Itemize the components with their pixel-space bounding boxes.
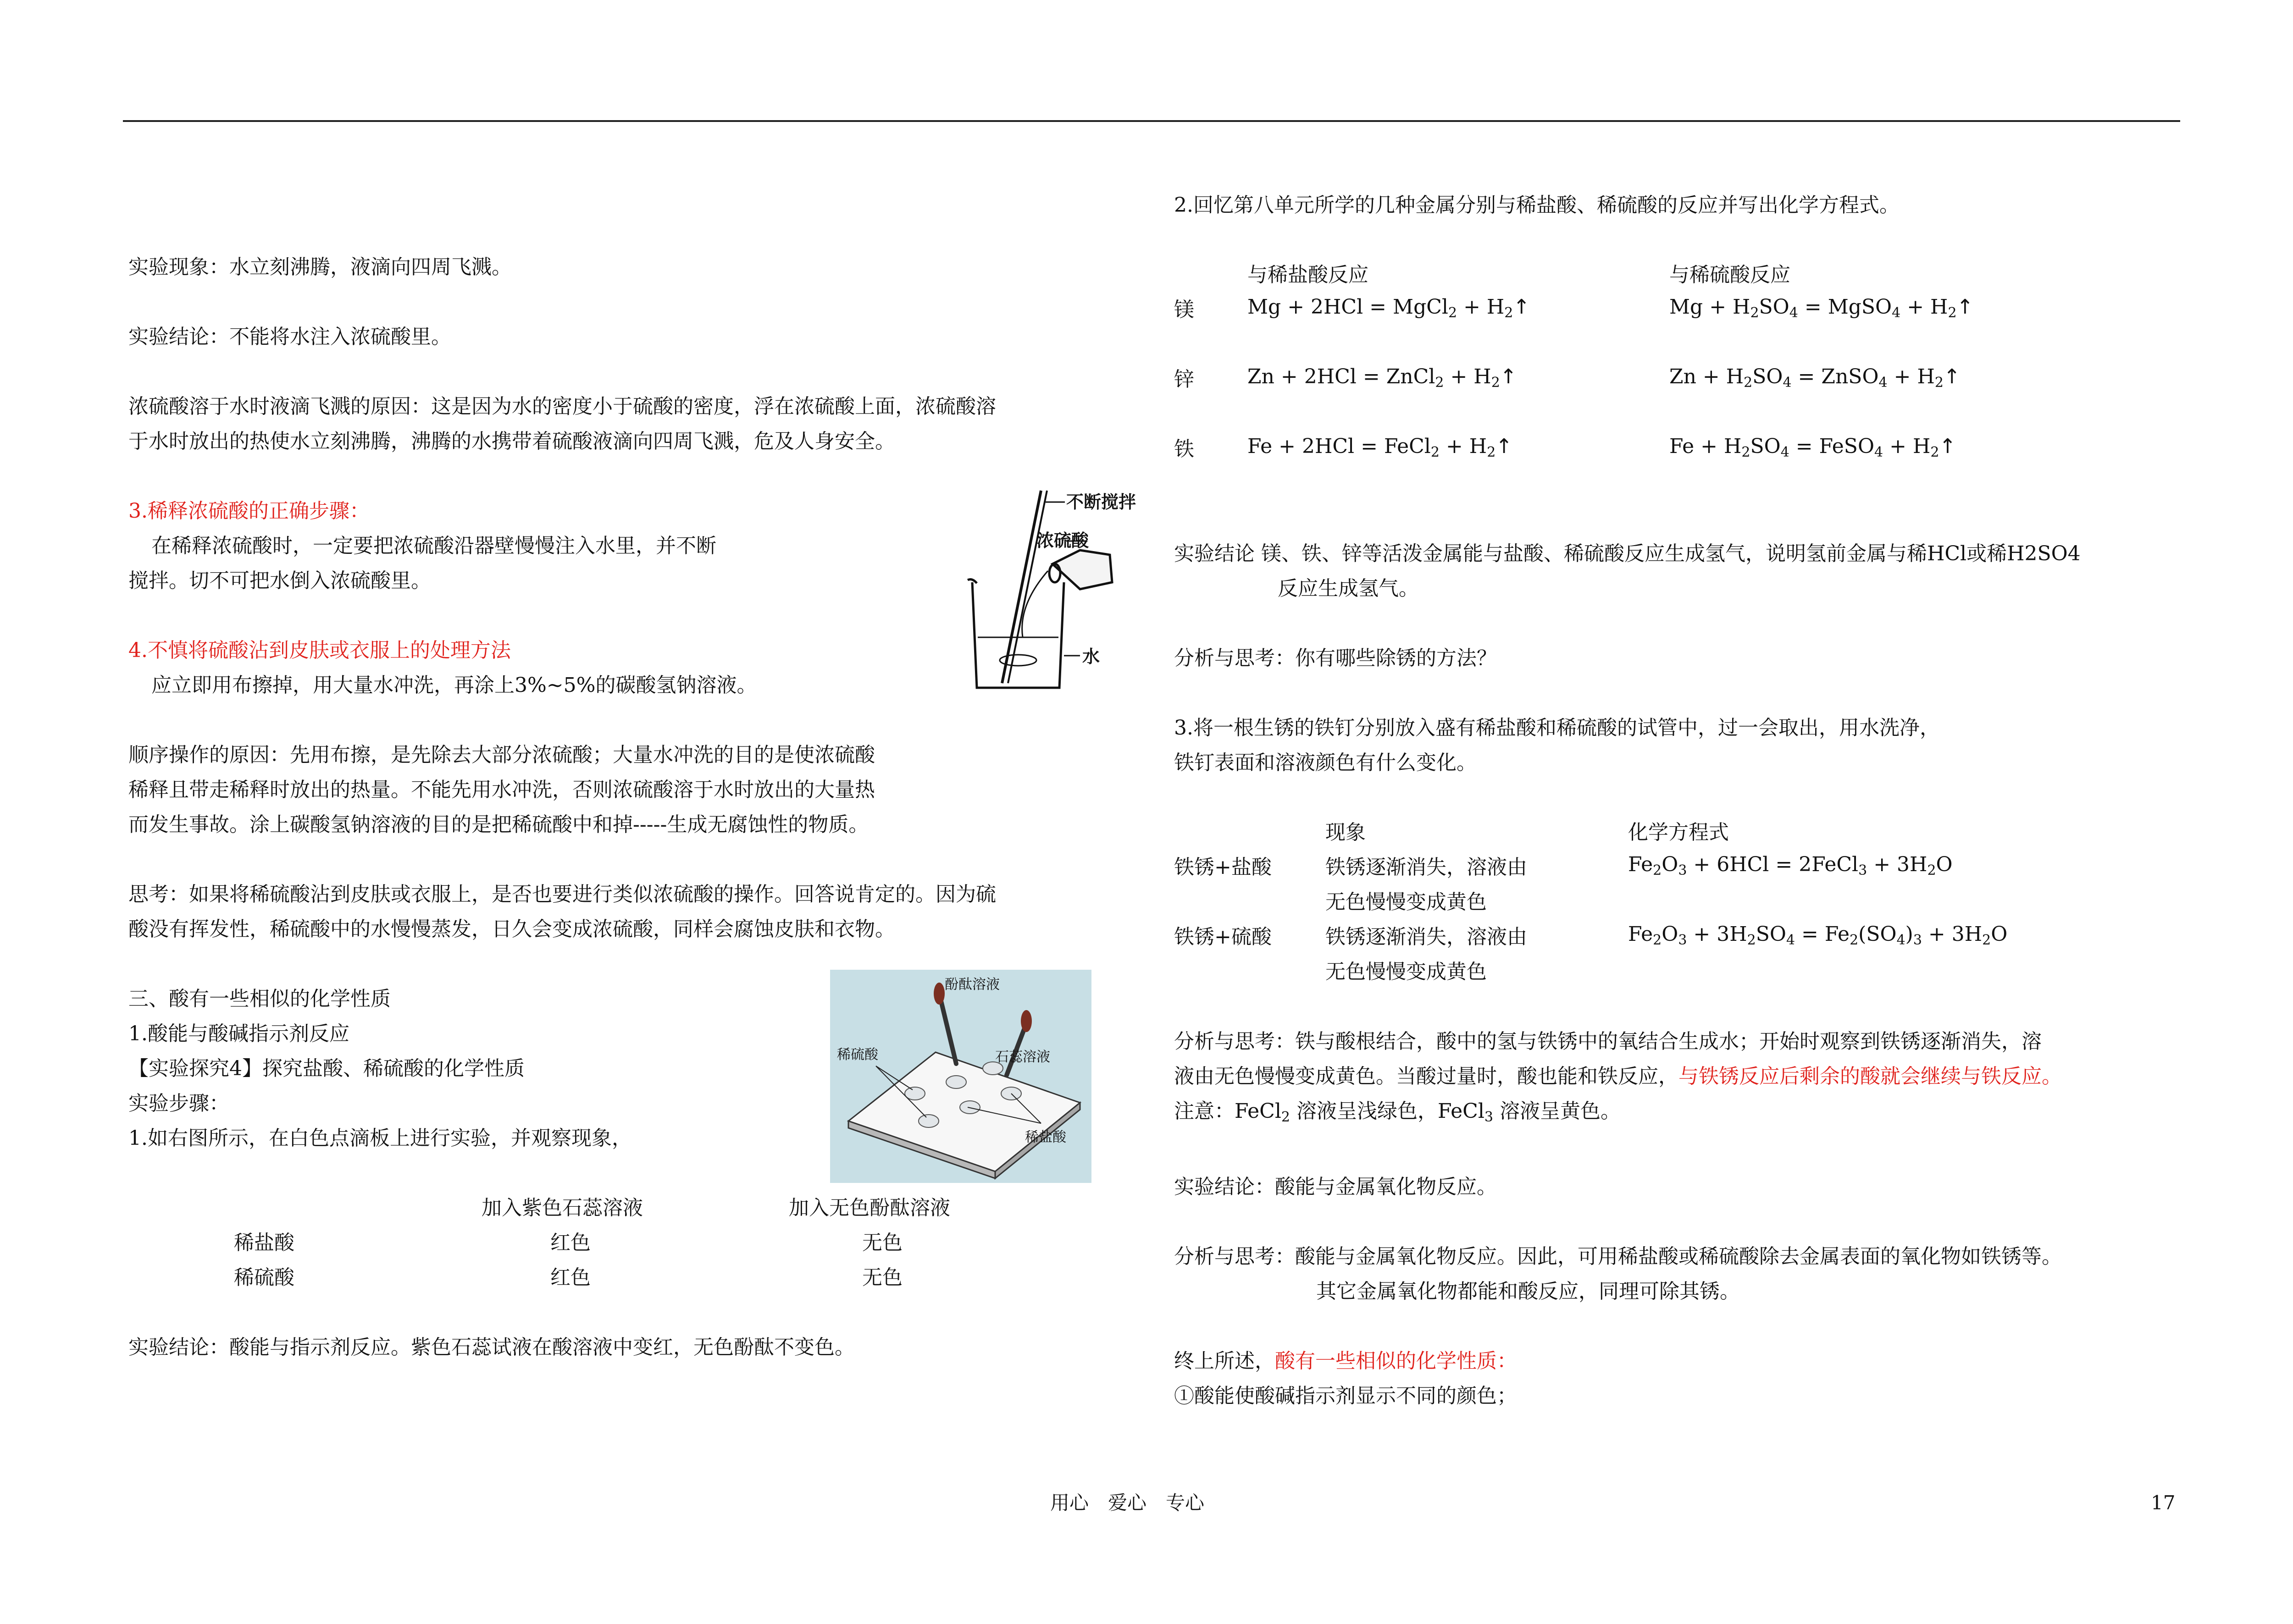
dilution-figure <box>958 486 1156 692</box>
label-phenol: 酚酞溶液 <box>945 977 1000 993</box>
rust-label: 铁锈+硫酸 <box>1174 925 1272 949</box>
steps-label: 实验步骤： <box>128 1092 229 1115</box>
metal-row-zn <box>1174 362 2183 397</box>
footer-motto: 用心 爱心 专心 <box>1050 1491 1205 1514</box>
summary-line: 终上所述，酸有一些相似的化学性质： <box>1174 1349 1517 1373</box>
step1-text: 1.如右图所示，在白色点滴板上进行实验，并观察现象， <box>128 1127 632 1150</box>
analysis1-line-2: 液由无色慢慢变成黄色。当酸过量时，酸也能和铁反应，与铁锈反应后剩余的酸就会继续与铁反应。 <box>1174 1065 2062 1088</box>
acid-name: 稀硫酸 <box>234 1266 294 1289</box>
analysis2-line-2: 其它金属氧化物都能和酸反应，同理可除其锈。 <box>1316 1280 1740 1303</box>
order-line-3: 而发生事故。涂上碳酸氢钠溶液的目的是把稀硫酸中和掉-----生成无腐蚀性的物质。 <box>128 813 869 836</box>
think-line-2: 酸没有挥发性，稀硫酸中的水慢慢蒸发，日久会变成浓硫酸，同样会腐蚀皮肤和衣物。 <box>128 917 895 941</box>
rust-phenomenon: 铁锈逐渐消失，溶液由 <box>1325 925 1527 949</box>
rust-table-header <box>1174 815 2183 850</box>
label-litmus: 石蕊溶液 <box>995 1049 1050 1065</box>
litmus-result: 红色 <box>550 1231 591 1254</box>
header-equation: 化学方程式 <box>1628 821 1729 844</box>
right-column <box>1174 188 2183 1414</box>
think-line-1: 思考：如果将稀硫酸沾到皮肤或衣服上，是否也要进行类似浓硫酸的操作。回答说肯定的。因为硫 <box>128 883 996 906</box>
rust-row-hcl <box>1174 850 2183 885</box>
rust-phenomenon: 铁锈逐渐消失，溶液由 <box>1325 856 1527 879</box>
header-hcl: 与稀盐酸反应 <box>1247 263 1368 287</box>
note-line: 注意：FeCl$_2$ 溶液呈浅绿色，FeCl$_3$ 溶液呈黄色。 <box>1174 1099 1621 1125</box>
metal-name: 镁 <box>1174 298 1194 321</box>
label-conc-acid: 浓硫酸 <box>1036 530 1089 551</box>
order-line-2: 稀释且带走稀释时放出的热量。不能先用水冲洗，否则浓硫酸溶于水时放出的大量热 <box>128 778 875 801</box>
step3-line-2: 搅拌。切不可把水倒入浓硫酸里。 <box>128 569 431 592</box>
label-water: 水 <box>1082 646 1100 667</box>
acid-name: 稀盐酸 <box>234 1231 294 1254</box>
q3-line-1: 3.将一根生锈的铁钉分别放入盛有稀盐酸和稀硫酸的试管中，过一会取出，用水洗净， <box>1174 716 1940 740</box>
rust-question: 分析与思考：你有哪些除锈的方法？ <box>1174 646 1497 670</box>
summary-item-1: ①酸能使酸碱指示剂显示不同的颜色； <box>1174 1384 1517 1408</box>
rust-row-h2so4-cont <box>1174 955 2183 989</box>
header-phenomenon: 现象 <box>1325 821 1366 844</box>
metal-name: 锌 <box>1174 368 1194 391</box>
metal-row-mg <box>1174 293 2183 327</box>
analysis2-line-1: 分析与思考：酸能与金属氧化物反应。因此，可用稀盐酸或稀硫酸除去金属表面的氧化物如铁锈等。 <box>1174 1245 2062 1268</box>
page-number: 17 <box>2151 1491 2176 1514</box>
step3-line-1: 在稀释浓硫酸时，一定要把浓硫酸沿器壁慢慢注入水里，并不断 <box>151 534 716 558</box>
metal-row-fe <box>1174 432 2183 467</box>
header-rule <box>123 120 2180 122</box>
conclusion-text: 实验结论：不能将水注入浓硫酸里。 <box>128 325 451 348</box>
rust-label: 铁锈+盐酸 <box>1174 856 1272 879</box>
indicator-table-header <box>128 1191 1137 1226</box>
metal-table-header <box>1174 258 2183 293</box>
metal-conclusion-line-2: 反应生成氢气。 <box>1278 577 1419 600</box>
step3-title: 3.稀释浓硫酸的正确步骤： <box>128 499 370 523</box>
metal-conclusion-line-1: 实验结论 镁、铁、锌等活泼金属能与盐酸、稀硫酸反应生成氢气，说明氢前金属与稀HCl或稀H2SO4 <box>1174 542 2081 565</box>
q3-line-2: 铁钉表面和溶液颜色有什么变化。 <box>1174 751 1477 774</box>
rust-phenomenon: 无色慢慢变成黄色 <box>1325 960 1487 983</box>
indicator-row <box>128 1226 1137 1260</box>
indicator-row <box>128 1260 1137 1295</box>
oxide-conclusion: 实验结论：酸能与金属氧化物反应。 <box>1174 1175 1497 1199</box>
left-column <box>128 250 1137 1365</box>
h2so4-equation: $Fe + H_2SO_4$ = FeSO$_4$ + $H_2↑$ <box>1669 434 1956 460</box>
header-phenol: 加入无色酚酞溶液 <box>789 1196 950 1220</box>
reason-line-1: 浓硫酸溶于水时液滴飞溅的原因：这是因为水的密度小于硫酸的密度，浮在浓硫酸上面，浓硫酸溶 <box>128 395 996 418</box>
step4-line-1: 应立即用布擦掉，用大量水冲洗，再涂上3%~5%的碳酸氢钠溶液。 <box>151 674 757 697</box>
phenomenon-text: 实验现象：水立刻沸腾，液滴向四周飞溅。 <box>128 255 512 279</box>
rust-phenomenon: 无色慢慢变成黄色 <box>1325 890 1487 914</box>
header-h2so4: 与稀硫酸反应 <box>1669 263 1790 287</box>
hcl-equation: Zn + 2HCl = ZnCl$_2$ + $H_2↑$ <box>1247 365 1517 391</box>
rust-equation: $Fe_2O_3 + 6HCl$ = 2FeCl$_3$ + $3H_2O$ <box>1628 852 1953 878</box>
section3-item1: 1.酸能与酸碱指示剂反应 <box>128 1022 349 1045</box>
rust-equation: $Fe_2O_3 + 3H_2SO_4 = Fe_2(SO_4)_3 + 3H_2O$ <box>1628 922 2008 948</box>
rust-row-h2so4 <box>1174 920 2183 955</box>
phenol-result: 无色 <box>862 1266 903 1289</box>
phenol-result: 无色 <box>862 1231 903 1254</box>
litmus-result: 红色 <box>550 1266 591 1289</box>
spot-plate-figure <box>830 970 1091 1183</box>
reason-line-2: 于水时放出的热使水立刻沸腾，沸腾的水携带着硫酸液滴向四周飞溅，危及人身安全。 <box>128 430 895 453</box>
section3-title: 三、酸有一些相似的化学性质 <box>128 987 391 1011</box>
hcl-equation: Fe + 2HCl = FeCl$_2$ + $H_2↑$ <box>1247 434 1513 460</box>
explore4-title: 【实验探究4】探究盐酸、稀硫酸的化学性质 <box>128 1057 525 1080</box>
label-h2so4: 稀硫酸 <box>837 1047 878 1063</box>
order-line-1: 顺序操作的原因：先用布擦，是先除去大部分浓硫酸；大量水冲洗的目的是使浓硫酸 <box>128 743 875 767</box>
analysis1-line-1: 分析与思考：铁与酸根结合，酸中的氢与铁锈中的氧结合生成水；开始时观察到铁锈逐渐消失，溶 <box>1174 1030 2042 1053</box>
h2so4-equation: $Mg + H_2SO_4$ = MgSO$_4$ + $H_2↑$ <box>1669 295 1974 321</box>
rust-row-hcl-cont <box>1174 885 2183 920</box>
h2so4-equation: $Zn + H_2SO_4$ = ZnSO$_4$ + $H_2↑$ <box>1669 365 1961 391</box>
label-hcl: 稀盐酸 <box>1025 1129 1066 1145</box>
metal-name: 铁 <box>1174 437 1194 461</box>
indicator-conclusion: 实验结论：酸能与指示剂反应。紫色石蕊试液在酸溶液中变红，无色酚酞不变色。 <box>128 1336 855 1359</box>
hcl-equation: Mg + 2HCl = MgCl$_2$ + $H_2↑$ <box>1247 295 1530 321</box>
step4-title: 4.不慎将硫酸沾到皮肤或衣服上的处理方法 <box>128 639 511 662</box>
label-stir: 不断搅拌 <box>1066 492 1136 512</box>
header-litmus: 加入紫色石蕊溶液 <box>482 1196 643 1220</box>
recall-question: 2.回忆第八单元所学的几种金属分别与稀盐酸、稀硫酸的反应并写出化学方程式。 <box>1174 193 1900 217</box>
